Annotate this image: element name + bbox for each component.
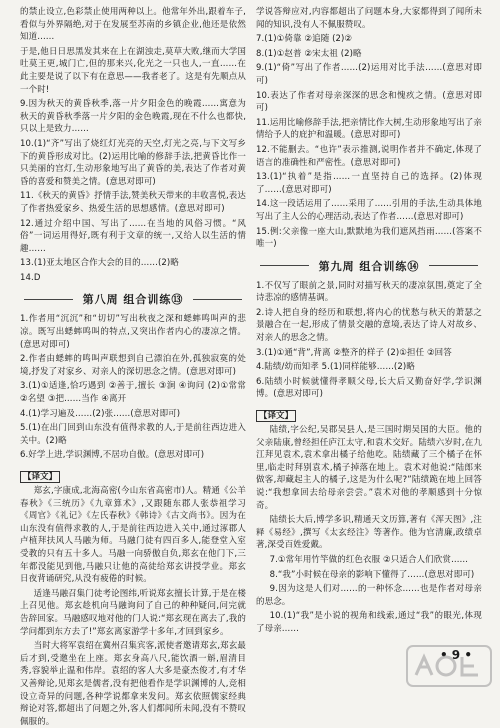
paragraph: 8.(1)①赵普 ②宋太祖 (2)略 — [256, 48, 362, 59]
section-title-week8 — [20, 291, 246, 307]
page-number: • 9 • — [439, 648, 472, 662]
paragraph: 陆绩长大后,博学多识,精通天文历算,著有《浑天图》,注释《易经》,撰写《太玄经注》等著作。他为官清廉,政绩卓著,深受百姓爱戴。 — [256, 515, 482, 551]
paragraph: 于是,他日日思黑发其来在上在湖浊走,莫草大败,继而大学国吐莫王更,城门亡,但的那来兴,化光之一只也人,一直……在此主要是说了以下有在意思——我者老了。这是有先顺点从一个时! — [20, 46, 246, 95]
section-title-text: 第八周 组合训练⑬ — [82, 293, 184, 307]
translation-label: 【译文】 — [256, 410, 296, 422]
right-column — [256, 6, 482, 658]
paragraph: 15.例:父亲像一座大山,默默地为我们遮风挡雨……(答案不唯一) — [256, 226, 482, 250]
watermark-logo-icon — [406, 645, 492, 687]
paragraph: 14.D — [20, 272, 41, 283]
left-block-1 — [20, 6, 246, 284]
paragraph: 12.通过介绍中国、写出了……在当地的风俗习惯。“风俗”一词运用得好,既有利于文章的统一,又给人以生活的情趣…… — [20, 218, 246, 254]
left-block-3 — [20, 485, 246, 728]
paragraph: 9.(1)“倚”写出了作者……(2)运用对比手法……(意思对即可) — [256, 63, 482, 86]
left-block-2 — [20, 313, 246, 462]
paragraph: 4.(1)学习遍及……(2)张……(意思对即可) — [20, 408, 181, 419]
paragraph: 6.陆绩小时候就懂得孝顺父母,长大后又勤奋好学,学识渊博。(意思对即可) — [256, 376, 482, 400]
left-column — [20, 6, 246, 727]
paragraph: 3.(1)①通“背”,背离 ②整齐的样子 (2)①担任 ②回答 — [256, 347, 452, 358]
paragraph: 11.运用比喻修辞手法,把亲情比作大树,生动形象地写出了亲情给予人的庇护和温暖。(意思对即可) — [256, 117, 482, 141]
right-block-2 — [256, 280, 482, 401]
answer-page — [20, 6, 482, 727]
paragraph: 9.因为这是人们对……的一种怀念……也是作者对母亲的思念。 — [256, 584, 482, 607]
paragraph: 3.(1)①适逢,恰巧遇到 ②善于,擅长 ③涧 ④询问 (2)①常常 ②名望 ③把……当作 ④离开 — [20, 381, 246, 405]
paragraph: 4.陆绩/幼而知孝 5.(1)同样能够……(2)略 — [256, 362, 415, 373]
paragraph: 11.《秋天的黄昏》抒情手法,赞美秋天带来的丰收喜悦,表达了作者热爱家乡、热爱生活的思想感情。(意思对即可) — [20, 191, 246, 214]
paragraph: 6.好学上进,学识渊博,不居功自傲。(意思对即可) — [20, 450, 205, 461]
paragraph: 7.①常年用竹竿做的红色衣服 ②只适合人们欣赏…… — [269, 554, 469, 565]
paragraph: 的禁止设立,色彩禁止使用两种以上。他常年外出,跟着车子,看似与外界隔绝,对于在发展至苏南的乡镇企业,他还是依然知道…… — [20, 7, 246, 43]
section-title-week9 — [256, 258, 482, 274]
paragraph: 10.(1)“齐”写出了烧红灯光亮的天空,灯光之亮,与下文写乡下的黄昏形成对比。(2)运用比喻的修辞手法,把黄昏比作一只美丽的宫灯,生动形象地写出了黄昏的美,表达了作者对黄昏的喜爱和赞美之情。(意思对即可) — [20, 138, 246, 187]
paragraph: 10.表达了作者对母亲深深的思念和愧疚之情。(意思对即可) — [256, 90, 482, 114]
paragraph: 7.(1)①倚靠 ②追随 (2)② — [256, 34, 353, 45]
paragraph: 2.诗人把自身的经历和联想,将内心的忧愁与秋天的萧瑟之景融合在一起,形成了情景交融的意境,表达了诗人对故乡、对亲人的思念之情。 — [256, 307, 482, 344]
paragraph: 8.“我”小时候在母亲的影响下懂得了……(意思对即可) — [269, 569, 475, 580]
paragraph: 1.作者用“沉沉”和“切切”写出秋夜之深和蟋蟀鸣叫声的悲凉。既写出蟋蟀鸣叫的特点,又突出作者内心的凄凉之情。(意思对即可) — [20, 314, 246, 350]
translation-label: 【译文】 — [20, 471, 60, 483]
paragraph: 12.不能删去。“也许”表示推测,说明作者并不确定,体现了语言的准确性和严密性。(意思对即可) — [256, 144, 482, 168]
right-block-3 — [256, 424, 482, 636]
paragraph: 2.作者由蟋蟀的鸣叫声联想到自己漂泊在外,孤独寂寞的处境,抒发了对家乡、对亲人的深切思念之情。(意思对即可) — [20, 354, 246, 377]
paragraph: 13.(1)亚太地区合作大会的目的……(2)略 — [20, 258, 179, 269]
paragraph: 陆绩,字公纪,吴郡吴县人,是三国时期吴国的大臣。他的父亲陆康,曾经担任庐江太守,和袁术交好。陆绩六岁时,在九江拜见袁术,袁术拿出橘子给他吃。陆绩藏了三个橘子在怀里,临走时拜别袁术,橘子掉落在地上。袁术对他说:“陆郎来做客,却藏起主人的橘子,这是为什么呢?”陆绩跪在地上回答说:“我想拿回去给母亲尝尝。”袁术对他的孝顺感到十分惊奇。 — [256, 425, 482, 511]
paragraph: 适逢马融召集门徒考论图纬,听说郑玄擅长计算,于是在楼上召见他。郑玄趁机向马融询问了自己的种种疑问,问完就告辞回家。马融感叹地对他的门人说:“郑玄现在离去了,我的学问都到东方去了!”郑玄离家游学十多年,才回到家乡。 — [20, 588, 246, 637]
right-block-1 — [256, 6, 482, 251]
paragraph: 学说答辩应对,内容都超出了问题本身,大家都得到了闻所未闻的知识,没有人不佩服赞叹。 — [256, 7, 482, 30]
paragraph: 郑玄,字康成,北海高密(今山东省高密市)人。精通《公羊春秋》《三统历》《九章算术》,又跟随东郡人张恭祖学习《周官》《礼记》《左氏春秋》《韩诗》《古文尚书》。因为在山东没有值得求教的人,于是前往西边进入关中,通过涿郡人卢植拜扶风人马融为师。马融门徒有四百多人,能登堂入室受教的只有五十多人。马融一向骄傲自负,郑玄在他门下,三年都没能见到他,马融只让他的高徒给郑玄讲授学业。郑玄日夜背诵研究,从没有疲倦的时候。 — [20, 486, 246, 585]
paragraph: 当时大将军袁绍在冀州召集宾客,派使者邀请郑玄,郑玄最后才到,受邀坐在上座。郑玄身高八尺,能饮酒一斛,眉清目秀,容貌举止温和伟岸。袁绍的客人大多是豪杰俊才,有才华又善辩论,见郑玄是儒者,没有把他看作是学识渊博的人,竞相设立奇异的问题,各种学说都拿来发问。郑玄依照儒家经典辩论对答,都超出了问题之外,客人们都闻所未闻,没有不赞叹佩服的。 — [20, 641, 246, 727]
paragraph: 10.(1)“我”是小说的视角和线索,通过“我”的眼光,体现了母亲…… — [256, 611, 482, 634]
paragraph: 1.不仅写了眼前之景,同时对描写秋天的凄凉氛围,奠定了全诗悲凉的感情基调。 — [256, 280, 482, 304]
paragraph: 5.(1)在出门回到山东没有值得求教的人,于是前往西边进入关中。(2)略 — [20, 423, 246, 446]
paragraph: 13.(1)“执着”是指……一直坚持自己的选择。(2)体现了……(意思对即可) — [256, 172, 482, 195]
section-title-text: 第九周 组合训练⑭ — [318, 259, 420, 273]
paragraph: 14.这一段话运用了……采用了……引用的手法,生动具体地写出了主人公的心理活动,表达了作者……(意思对即可) — [256, 199, 482, 222]
paragraph: 9.因为秋天的黄昏秋季,落一片夕阳金色的晚霞……寓意为秋天的黄昏秋季落一片夕阳的金色晚霞,现在不什么也都快,只以上是致力…… — [20, 99, 246, 135]
